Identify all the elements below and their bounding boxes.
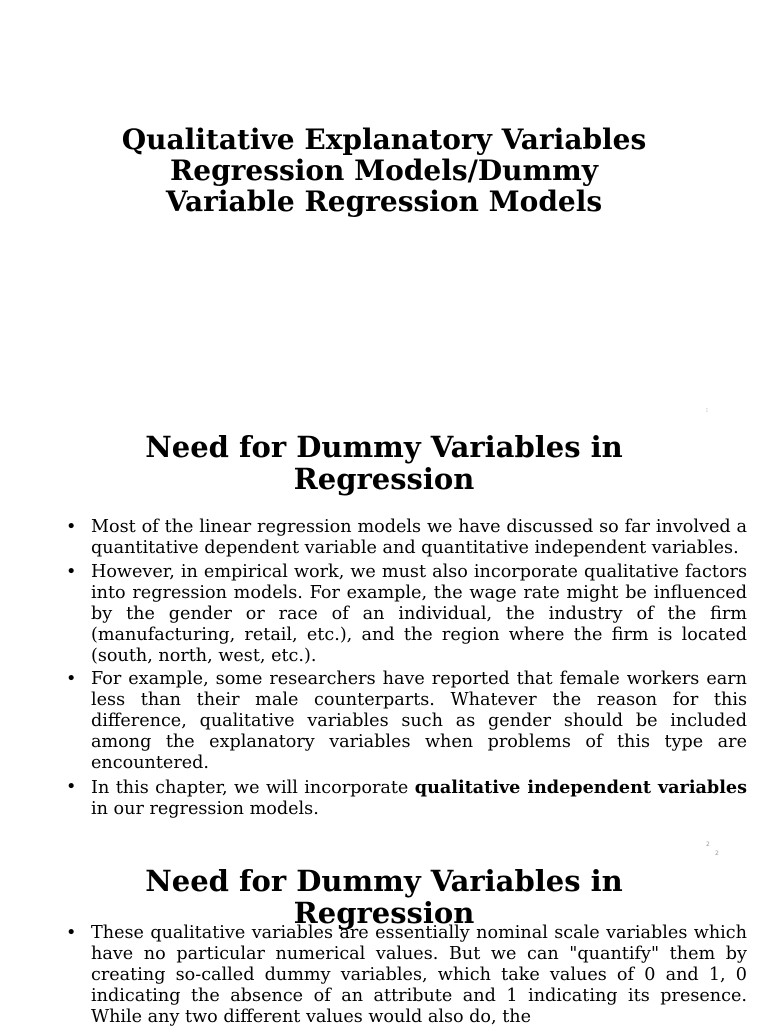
heading-line: Regression — [293, 462, 475, 496]
bullet-item — [66, 517, 747, 559]
bullet-marker: • — [66, 561, 77, 582]
bullet-item — [66, 923, 747, 1028]
bullet-text: These qualitative variables are essentially nominal scale variables which have no particular numerical values. But we can "quantify" them by creating so-called dummy variables, which take values of 0 and 1, 0 indicating the absence of an attribute and 1 indicating its presence. While any two different values would also do, the — [91, 923, 747, 1027]
heading-line: Regression — [293, 896, 475, 930]
bullet-item — [66, 669, 747, 774]
heading-line: Need for Dummy Variables in — [145, 864, 623, 898]
bullet-text: However, in empirical work, we must also incorporate qualitative factors into regression models. For example, the wage rate might be influenced by the gender or race of an individual, the industry of the firm (manufacturing, retail, etc.), and the region where the firm is located (south, north, west, etc.). — [91, 561, 747, 666]
page-mark: ⁝ — [706, 407, 708, 414]
title-line: Variable Regression Models — [165, 185, 603, 218]
bullet-text-bold: qualitative independent variables — [414, 776, 747, 798]
bullet-text: For example, some researchers have reported that female workers earn less than their male counterparts. Whatever the reason for this difference, qualitative variables such as gender should be included among the explanatory variables when problems of this type are encountered. — [91, 669, 747, 773]
bullet-text: Most of the linear regression models we have discussed so far involved a quantitative dependent variable and quantitative independent variables. — [91, 517, 747, 558]
title-line: Regression Models/Dummy — [169, 154, 599, 187]
bullet-list — [66, 517, 747, 822]
bullet-item — [66, 777, 747, 820]
document-title — [0, 124, 768, 217]
bullet-item — [66, 562, 747, 667]
bullet-marker: • — [66, 669, 77, 689]
bullet-marker: • — [66, 923, 77, 943]
section-heading — [0, 865, 768, 929]
heading-line: Need for Dummy Variables in — [145, 430, 623, 464]
bullet-text-after: in our regression models. — [91, 798, 319, 819]
page-mark: 2 — [706, 841, 710, 848]
bullet-list — [66, 923, 747, 1031]
page-mark: 2 — [715, 850, 719, 857]
bullet-text-before: In this chapter, we will incorporate — [91, 777, 415, 798]
bullet-marker: • — [66, 517, 77, 537]
section-heading — [0, 431, 768, 495]
bullet-marker: • — [66, 776, 77, 797]
title-line: Qualitative Explanatory Variables — [121, 123, 647, 156]
